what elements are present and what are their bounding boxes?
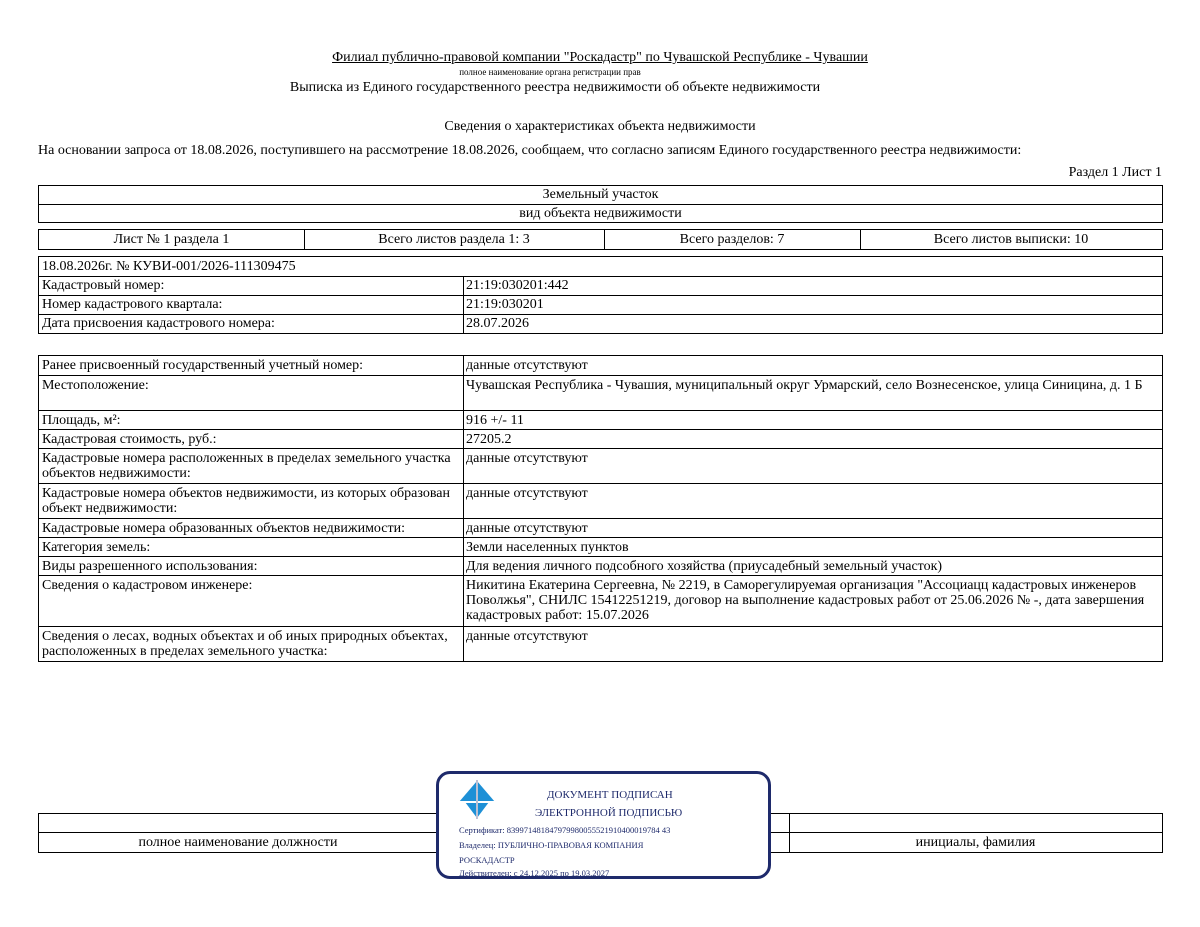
table-row bbox=[39, 537, 1162, 556]
object-type: Земельный участок bbox=[542, 187, 659, 202]
row-value: данные отсутствуют bbox=[466, 521, 588, 536]
row-label: Кадастровые номера образованных объектов недвижимости: bbox=[42, 521, 405, 536]
cadastral-number: 21:19:030201:442 bbox=[466, 278, 569, 293]
name-caption: инициалы, фамилия bbox=[915, 835, 1036, 850]
row-label: Кадастровые номера расположенных в пределах земельного участка объектов недвижимости: bbox=[42, 451, 451, 481]
row-label: Номер кадастрового квартала: bbox=[42, 297, 223, 312]
table-row bbox=[39, 356, 1162, 375]
table-row bbox=[39, 375, 1162, 410]
row-label: Сведения о лесах, водных объектах и об иных природных объектах, расположенных в пределах земельного участка: bbox=[42, 629, 448, 659]
location-value: Чувашская Республика - Чувашия, муниципальный округ Урмарский, село Вознесенское, улица Синицина, д. 1 Б bbox=[466, 378, 1143, 393]
position-caption: полное наименование должности bbox=[138, 835, 338, 850]
row-value: данные отсутствуют bbox=[466, 629, 588, 644]
row-label: Площадь, м²: bbox=[42, 413, 121, 428]
row-label: Категория земель: bbox=[42, 540, 151, 555]
table-row bbox=[39, 518, 1162, 537]
row-label: Кадастровый номер: bbox=[42, 278, 165, 293]
sheets-box bbox=[38, 229, 1163, 250]
row-label: Ранее присвоенный государственный учетный номер: bbox=[42, 358, 364, 373]
row-label: Дата присвоения кадастрового номера: bbox=[42, 316, 275, 331]
table-row bbox=[39, 556, 1162, 575]
table-row bbox=[39, 448, 1162, 483]
stamp-valid: Действителен: с 24.12.2025 по 19.03.2027 bbox=[459, 868, 610, 878]
stamp-certificate: Сертификат: 839971481847979980055521910400019784 43 bbox=[459, 825, 671, 835]
total-extract-sheets: Всего листов выписки: 10 bbox=[933, 232, 1089, 247]
table-row bbox=[39, 295, 1162, 314]
section-sheet-label: Раздел 1 Лист 1 bbox=[1068, 165, 1162, 180]
permitted-use: Для ведения личного подсобного хозяйства (приусадебный земельный участок) bbox=[466, 559, 943, 574]
assignment-date: 28.07.2026 bbox=[466, 316, 529, 331]
table-row bbox=[39, 575, 1162, 626]
table-row bbox=[39, 483, 1162, 518]
stamp-owner2: РОСКАДАСТР bbox=[459, 855, 515, 865]
row-label: Сведения о кадастровом инженере: bbox=[42, 578, 253, 593]
row-label: Кадастровые номера объектов недвижимости, из которых образован объект недвижимости: bbox=[42, 486, 450, 516]
total-section-sheets: Всего листов раздела 1: 3 bbox=[378, 232, 530, 247]
row-value: данные отсутствуют bbox=[466, 451, 588, 466]
electronic-signature-stamp bbox=[436, 771, 771, 879]
table-row bbox=[39, 410, 1162, 429]
stamp-line1: ДОКУМЕНТ ПОДПИСАН bbox=[547, 789, 673, 801]
object-type-box bbox=[38, 185, 1163, 223]
object-type-caption: вид объекта недвижимости bbox=[519, 206, 682, 221]
area-value: 916 +/- 11 bbox=[466, 413, 524, 428]
table-row bbox=[39, 429, 1162, 448]
organization-caption: полное наименование органа регистрации прав bbox=[459, 67, 641, 77]
row-label: Кадастровая стоимость, руб.: bbox=[42, 432, 217, 447]
stamp-owner: Владелец: ПУБЛИЧНО-ПРАВОВАЯ КОМПАНИЯ bbox=[459, 840, 644, 850]
document-title: Выписка из Единого государственного реестра недвижимости об объекте недвижимости bbox=[289, 80, 821, 95]
row-value: данные отсутствуют bbox=[466, 358, 588, 373]
identity-table bbox=[38, 256, 1163, 334]
roskadastr-logo-icon bbox=[457, 778, 497, 820]
land-category: Земли населенных пунктов bbox=[466, 540, 629, 555]
table-row bbox=[39, 314, 1162, 333]
section-title: Сведения о характеристиках объекта недвижимости bbox=[444, 119, 756, 134]
details-table bbox=[38, 355, 1163, 662]
cadastral-engineer: Никитина Екатерина Сергеевна, № 2219, в Саморегулируемая организация "Ассоциацц кадастровых инженеров Поволжья", СНИЛС 15412251219, договор на выполнение кадастровых работ от 25.06.2026 № -, дата завершения кадастровых работ: 15.07.2026 bbox=[466, 578, 1145, 623]
row-value: данные отсутствуют bbox=[466, 486, 588, 501]
stamp-line2: ЭЛЕКТРОННОЙ ПОДПИСЬЮ bbox=[535, 807, 683, 819]
table-row bbox=[39, 626, 1162, 662]
cadastral-quarter: 21:19:030201 bbox=[466, 297, 544, 312]
row-label: Виды разрешенного использования: bbox=[42, 559, 258, 574]
document-number: 18.08.2026г. № КУВИ-001/2026-111309475 bbox=[42, 259, 296, 274]
sheet-number: Лист № 1 раздела 1 bbox=[113, 232, 230, 247]
table-row bbox=[39, 276, 1162, 295]
row-label: Местоположение: bbox=[42, 378, 149, 393]
organization-name: Филиал публично-правовой компании "Роскадастр" по Чувашской Республике - Чувашии bbox=[332, 50, 868, 65]
cadastral-value: 27205.2 bbox=[466, 432, 512, 447]
request-text: На основании запроса от 18.08.2026, поступившего на рассмотрение 18.08.2026, сообщаем, что согласно записям Единого государственного реестра недвижимости: bbox=[38, 143, 1022, 158]
total-sections: Всего разделов: 7 bbox=[679, 232, 785, 247]
